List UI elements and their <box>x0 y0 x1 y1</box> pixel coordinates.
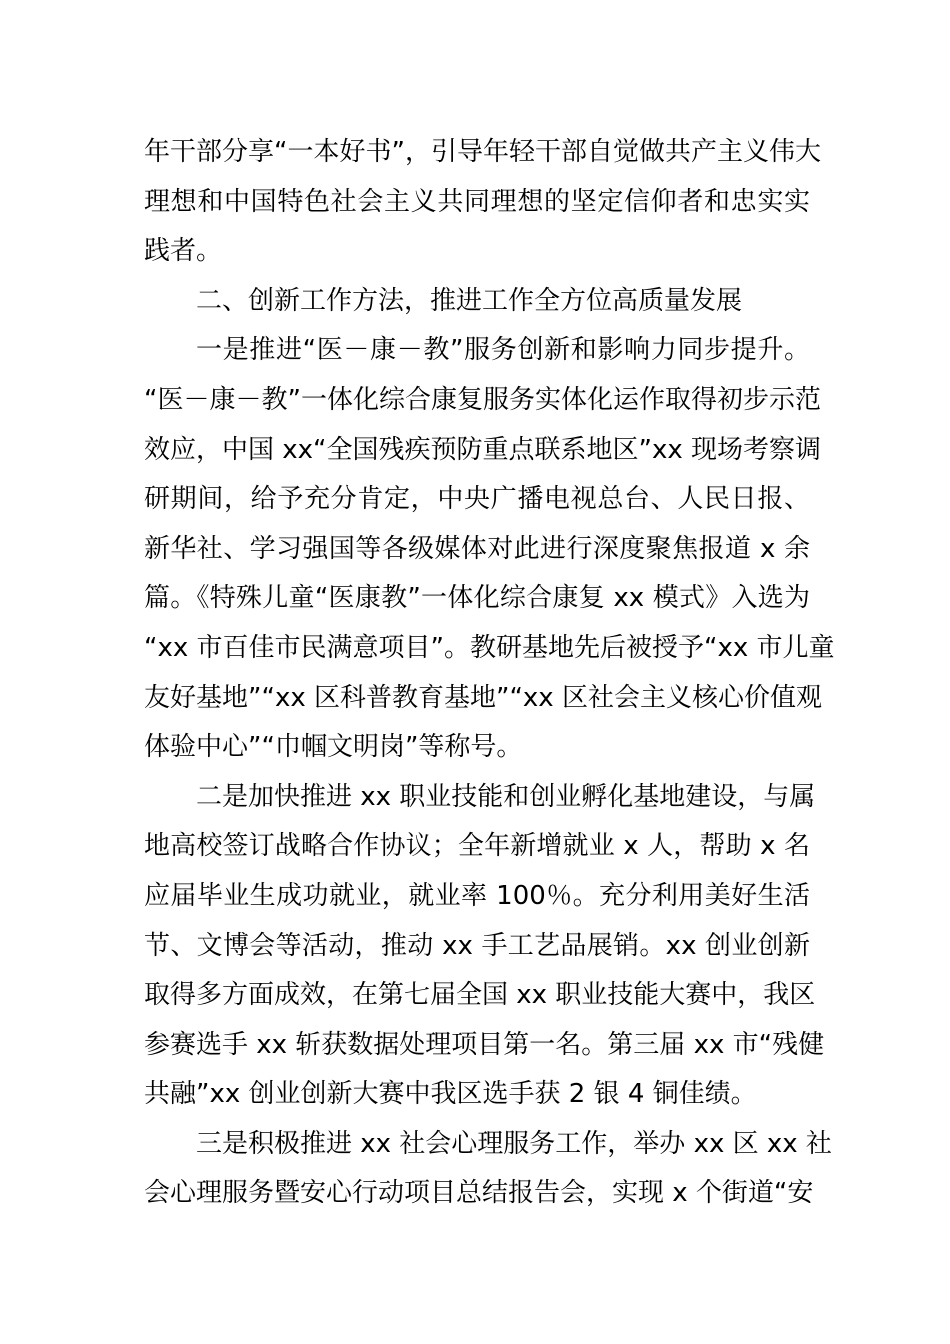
paragraph-line: 地高校签订战略合作协议；全年新增就业 x 人，帮助 x 名 <box>144 831 810 862</box>
document-page <box>144 128 835 1219</box>
paragraph-line: 共融”xx 创业创新大赛中我区选手获 2 银 4 铜佳绩。 <box>144 1079 757 1110</box>
paragraph-line: 节、文博会等活动，推动 xx 手工艺品展销。xx 创业创新 <box>144 930 810 961</box>
paragraph-line: 理想和中国特色社会主义共同理想的坚定信仰者和忠实实 <box>144 186 810 217</box>
paragraph-line: 效应，中国 xx“全国残疾预防重点联系地区”xx 现场考察调 <box>144 434 822 465</box>
paragraph-line: “医－康－教”一体化综合康复服务实体化运作取得初步示范 <box>144 384 821 415</box>
paragraph-line: 一是推进“医－康－教”服务创新和影响力同步提升。 <box>196 335 810 366</box>
paragraph-line: 新华社、学习强国等各级媒体对此进行深度聚焦报道 x 余 <box>144 533 810 564</box>
paragraph-line: 研期间，给予充分肯定，中央广播电视总台、人民日报、 <box>144 484 810 515</box>
paragraph-line: 篇。《特殊儿童“医康教”一体化综合康复 xx 模式》入选为 <box>144 583 810 614</box>
paragraph-line: “xx 市百佳市民满意项目”。教研基地先后被授予“xx 市儿童 <box>144 632 835 663</box>
paragraph-line: 年干部分享“一本好书”，引导年轻干部自觉做共产主义伟大 <box>144 137 821 167</box>
paragraph-line: 取得多方面成效，在第七届全国 xx 职业技能大赛中，我区 <box>144 980 816 1011</box>
paragraph-line: 二是加快推进 xx 职业技能和创业孵化基地建设，与属 <box>196 781 816 812</box>
paragraph-line: 会心理服务暨安心行动项目总结报告会，实现 x 个街道“安 <box>144 1178 814 1209</box>
paragraph-line: 体验中心”“巾帼文明岗”等称号。 <box>144 732 523 763</box>
paragraph-line: 三是积极推进 xx 社会心理服务工作，举办 xx 区 xx 社 <box>196 1128 832 1159</box>
section-heading: 二、创新工作方法，推进工作全方位高质量发展 <box>196 285 743 316</box>
paragraph-line: 友好基地”“xx 区科普教育基地”“xx 区社会主义核心价值观 <box>144 682 822 713</box>
paragraph-line: 践者。 <box>144 236 223 267</box>
paragraph-line: 应届毕业生成功就业，就业率 100％。充分利用美好生活 <box>144 880 810 911</box>
paragraph-line: 参赛选手 xx 斩获数据处理项目第一名。第三届 xx 市“残健 <box>144 1029 825 1060</box>
